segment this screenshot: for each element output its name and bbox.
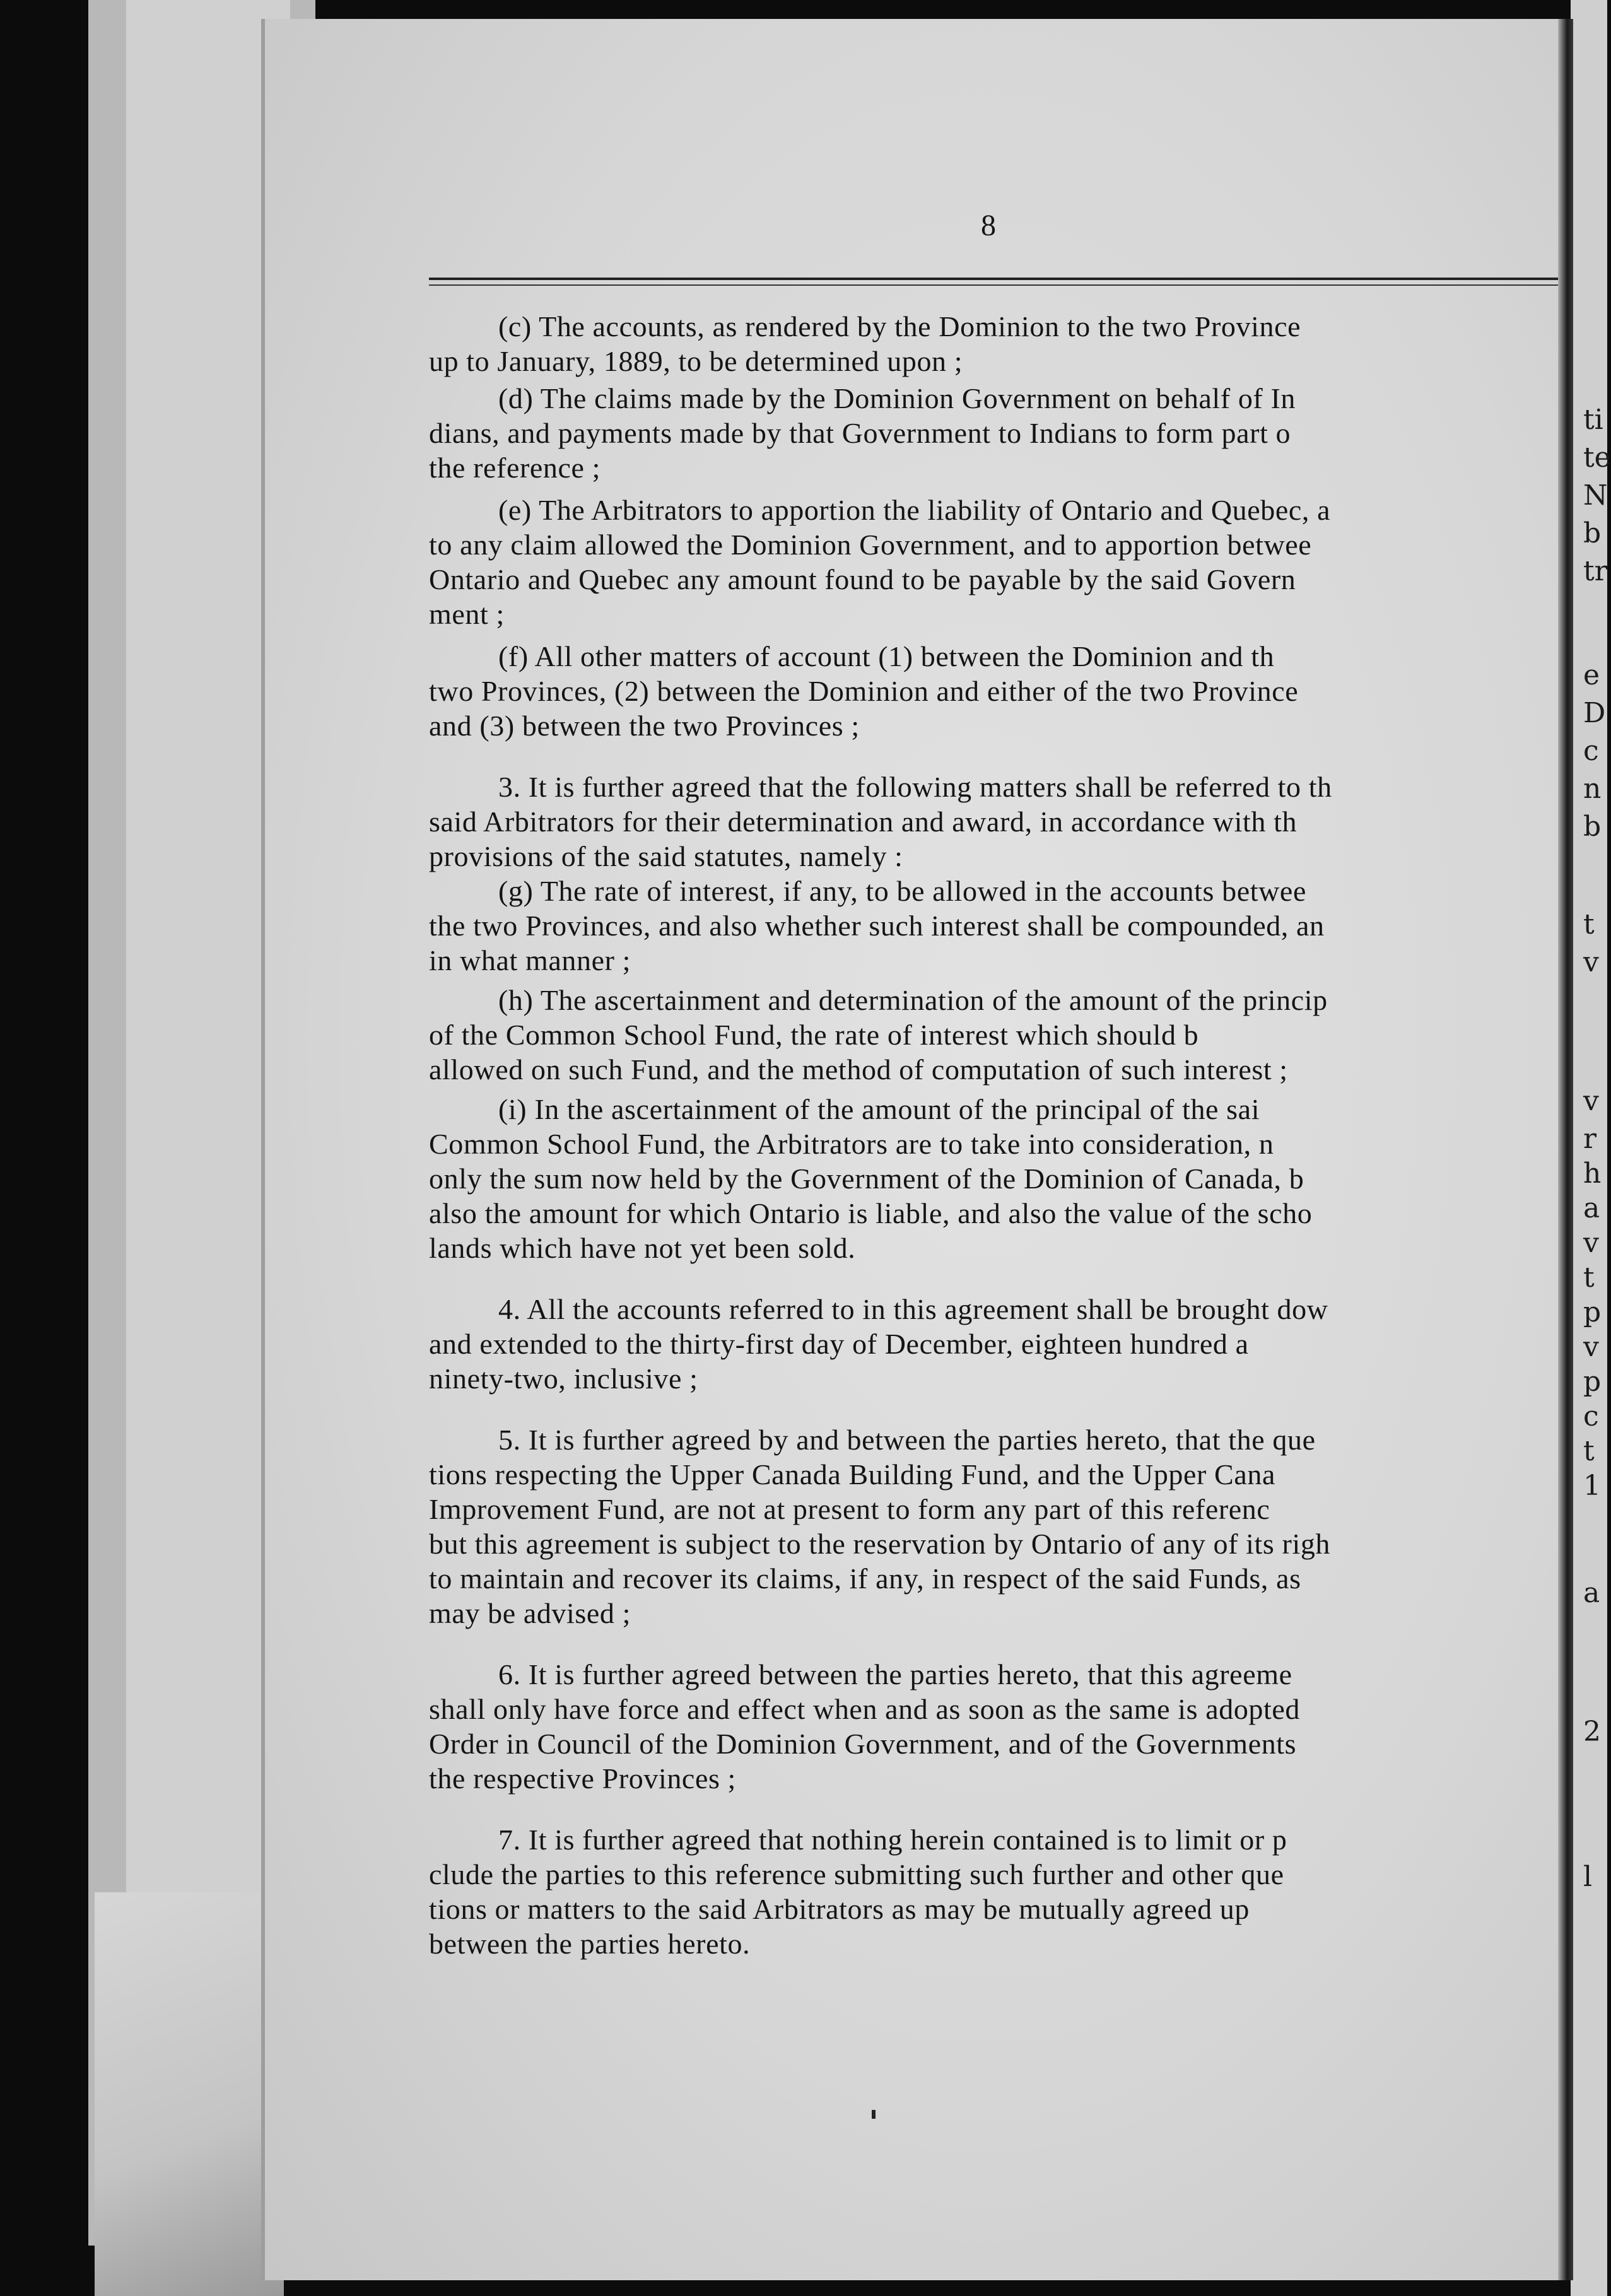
margin-fragment: e [1583,659,1600,691]
paragraph-4 [429,1292,1564,1396]
margin-fragment: c [1583,735,1599,767]
text-line: the respective Provinces ; [429,1762,736,1795]
text-line: Order in Council of the Dominion Government, and of the Governments [429,1728,1297,1760]
text-line: only the sum now held by the Government of the Dominion of Canada, b [429,1163,1304,1195]
agreement-text [429,309,1564,2050]
paragraph-i [429,1092,1564,1265]
text-line: ment ; [429,598,505,630]
margin-fragment: a [1583,1577,1600,1609]
margin-fragment: l [1583,1861,1593,1893]
text-line: (i) In the ascertainment of the amount of the principal of the sai [498,1093,1260,1125]
text-line: (g) The rate of interest, if any, to be allowed in the accounts betwee [498,875,1306,907]
text-line: the two Provinces, and also whether such interest shall be compounded, an [429,910,1325,942]
margin-fragment: v [1583,1331,1599,1363]
text-line: may be advised ; [429,1597,631,1629]
margin-fragment: h [1583,1157,1602,1190]
text-line: the reference ; [429,452,601,484]
margin-fragment: n [1583,773,1602,805]
text-line: and extended to the thirty-first day of December, eighteen hundred a [429,1328,1249,1360]
text-line: clude the parties to this reference submitting such further and other que [429,1858,1284,1890]
text-line: 4. All the accounts referred to in this agreement shall be brought dow [498,1293,1328,1325]
paragraph-h [429,983,1564,1087]
paragraph-e [429,493,1564,631]
margin-fragment: 1 [1583,1470,1601,1502]
text-line: to any claim allowed the Dominion Government, and to apportion betwee [429,529,1312,561]
ink-speck [872,2110,876,2119]
text-line: ninety-two, inclusive ; [429,1362,698,1395]
text-line: two Provinces, (2) between the Dominion and either of the two Province [429,675,1299,707]
text-line: 7. It is further agreed that nothing herein contained is to limit or p [498,1824,1287,1856]
margin-fragment: b [1583,517,1602,549]
text-line: (e) The Arbitrators to apportion the liability of Ontario and Quebec, a [498,494,1331,526]
paragraph-3 [429,770,1564,874]
margin-fragment: t [1583,1435,1595,1467]
header-rule [429,278,1558,280]
text-line: tions respecting the Upper Canada Building Fund, and the Upper Cana [429,1458,1275,1491]
text-line: between the parties hereto. [429,1928,751,1960]
text-line: to maintain and recover its claims, if any, in respect of the said Funds, as [429,1562,1301,1595]
text-line: tions or matters to the said Arbitrators as may be mutually agreed up [429,1893,1250,1925]
text-line: and (3) between the two Provinces ; [429,710,860,742]
text-line: dians, and payments made by that Government to Indians to form part o [429,417,1291,449]
margin-fragment: p [1583,1296,1602,1328]
text-line: Common School Fund, the Arbitrators are to take into consideration, n [429,1128,1274,1160]
margin-fragment: t [1583,908,1595,940]
text-line: shall only have force and effect when and as soon as the same is adopted [429,1693,1301,1725]
text-line: Improvement Fund, are not at present to form any part of this referenc [429,1493,1270,1525]
paragraph-d [429,381,1564,485]
text-line: said Arbitrators for their determination and award, in accordance with th [429,805,1298,838]
paragraph-g [429,874,1564,978]
paragraph-c [429,309,1564,378]
text-line: allowed on such Fund, and the method of computation of such interest ; [429,1053,1288,1086]
text-line: in what manner ; [429,944,631,976]
text-line: of the Common School Fund, the rate of interest which should b [429,1019,1199,1051]
paragraph-6 [429,1657,1564,1796]
text-line: (h) The ascertainment and determination of the amount of the princip [498,984,1328,1016]
text-line: Ontario and Quebec any amount found to be payable by the said Govern [429,563,1296,595]
text-line: 5. It is further agreed by and between the parties hereto, that the que [498,1424,1316,1456]
text-line: up to January, 1889, to be determined upon ; [429,345,963,377]
paragraph-f [429,639,1564,743]
margin-fragment: N [1583,479,1608,512]
folded-corner [95,1892,284,2296]
header-rule-thin [429,284,1558,286]
text-line: 3. It is further agreed that the following matters shall be referred to th [498,771,1332,803]
margin-fragment: D [1583,697,1606,729]
margin-fragment: 2 [1583,1716,1601,1748]
text-line: but this agreement is subject to the reservation by Ontario of any of its righ [429,1528,1331,1560]
margin-fragment: r [1583,1123,1597,1155]
page-number: 8 [981,209,996,242]
text-line: (c) The accounts, as rendered by the Dominion to the two Province [498,310,1301,343]
paragraph-5 [429,1422,1564,1631]
margin-fragment: v [1583,1227,1599,1259]
text-line: 6. It is further agreed between the parties hereto, that this agreeme [498,1658,1292,1690]
text-line: (f) All other matters of account (1) between the Dominion and th [498,640,1275,672]
text-line: (d) The claims made by the Dominion Government on behalf of In [498,382,1296,414]
margin-fragment: p [1583,1366,1602,1398]
text-line: also the amount for which Ontario is liable, and also the value of the scho [429,1197,1313,1229]
margin-fragment: tr [1583,555,1608,587]
margin-fragment: v [1583,1085,1599,1117]
margin-fragment: a [1583,1192,1600,1224]
text-line: lands which have not yet been sold. [429,1232,856,1264]
margin-fragment: ti [1583,404,1603,436]
margin-fragment: b [1583,811,1602,843]
margin-fragment: te [1583,442,1611,474]
paragraph-7 [429,1822,1564,1961]
margin-fragment: c [1583,1400,1599,1432]
margin-fragment: t [1583,1262,1595,1294]
margin-fragment: v [1583,946,1599,978]
text-line: provisions of the said statutes, namely : [429,840,903,872]
